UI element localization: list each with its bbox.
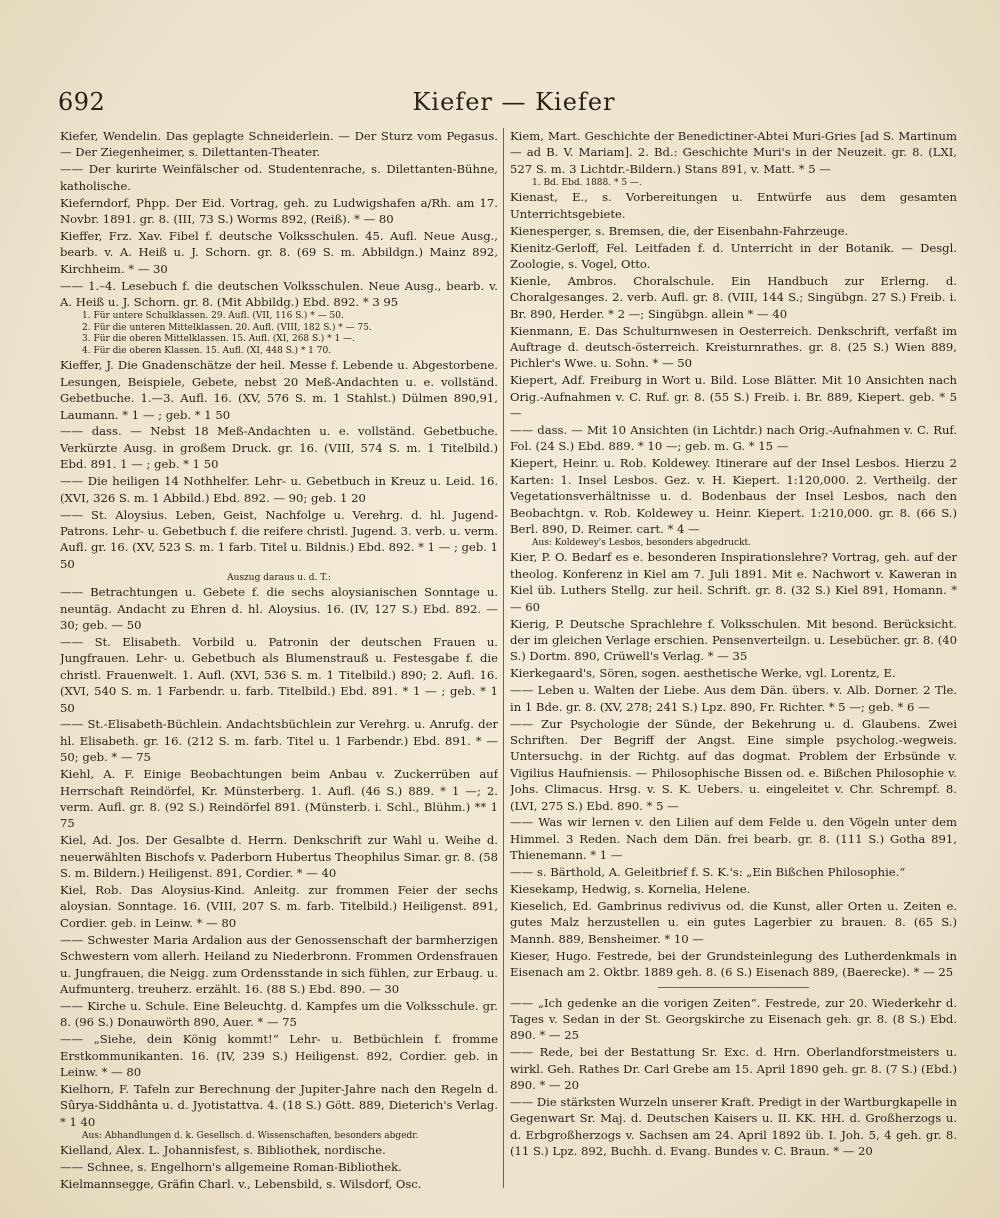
bibliography-entry: Kiefer, Wendelin. Das geplagte Schneiderlein. — Der Sturz vom Pegasus. — Der Ziegenheimer, s. Dilettanten-Theater.	[60, 129, 498, 160]
bibliography-entry: Kieffer, J. Die Gnadenschätze der heil. Messe f. Lebende u. Abgestorbene. Lesungen, Beispiele, Gebete, nebst 20 Meß-Andachten u. e. vollständ. Gebetbuche. 1.—3. Aufl. 16. (XV, 576 S. m. 1 Stahlst.) Dülmen 890,91, Laumann. * 1 — ; geb. * 1 50	[60, 358, 498, 422]
bibliography-entry: Kierig, P. Deutsche Sprachlehre f. Volksschulen. Mit besond. Berücksicht. der im gleichen Verlage erschien. Pensenverteilgn. u. Lesebücher. gr. 8. (40 S.) Dortm. 890, Crüwell's Verlag. * — 35	[510, 616, 957, 664]
entry-note: 2. Für die unteren Mittelklassen. 20. Aufl. (VIII, 182 S.) * — 75.	[82, 322, 372, 333]
bibliography-entry: —— „Siehe, dein König kommt!“ Lehr- u. Betbüchlein f. fromme Erstkommunikanten. 16. (IV, 239 S.) Heiligenst. 892, Cordier. geb. in Leinw. * — 80	[60, 1032, 498, 1079]
bibliography-entry: —— St. Elisabeth. Vorbild u. Patronin der deutschen Frauen u. Jungfrauen. Lehr- u. Gebetbuch als Blumenstrauß u. Festesgabe f. die christl. Frauenwelt. 1. Aufl. (XVI, 536 S. m. 1 Titelbild.) 890; 2. Aufl. 16. (XVI, 540 S. m. 1 Farbendr. u. farb. Titelbild.) Ebd. 891. * 1 — ; geb. * 1 50	[60, 634, 498, 715]
bibliography-entry: Kienmann, E. Das Schulturnwesen in Oesterreich. Denkschrift, verfaßt im Auftrage d. deutsch-österreich. Kreisturnrathes. gr. 8. (25 S.) Wien 889, Pichler's Wwe. u. Sohn. * — 50	[510, 323, 957, 371]
bibliography-entry: Kienle, Ambros. Choralschule. Ein Handbuch zur Erlerng. d. Choralgesanges. 2. verb. Aufl. gr. 8. (VIII, 144 S.; Singübgn. 27 S.) Freib. i. Br. 890, Herder. * 2 —; Singübgn. allein * — 40	[510, 273, 957, 321]
entry-note: Aus: Abhandlungen d. k. Gesellsch. d. Wissenschaften, besonders abgedr.	[82, 1130, 419, 1141]
bibliography-entry: Kiepert, Adf. Freiburg in Wort u. Bild. Lose Blätter. Mit 10 Ansichten nach Orig.-Aufnahmen v. C. Ruf. gr. 8. (55 S.) Freib. i. Br. 889, Kiepert. geb. * 5 —	[510, 373, 957, 421]
bibliography-entry: —— Leben u. Walten der Liebe. Aus dem Dän. übers. v. Alb. Dorner. 2 Tle. in 1 Bde. gr. 8. (XV, 278; 241 S.) Lpz. 890, Fr. Richter. * 5 —; geb. * 6 —	[510, 683, 957, 714]
bibliography-entry: —— dass. — Nebst 18 Meß-Andachten u. e. vollständ. Gebetbuche. Verkürzte Ausg. in großem Druck. gr. 16. (VIII, 574 S. m. 1 Titelbild.) Ebd. 891. 1 — ; geb. * 1 50	[60, 424, 498, 472]
bibliography-entry: —— Was wir lernen v. den Lilien auf dem Felde u. den Vögeln unter dem Himmel. 3 Reden. Nach dem Dän. frei bearb. gr. 8. (111 S.) Gotha 891, Thienemann. * 1 —	[510, 815, 957, 863]
bibliography-entry: —— „Ich gedenke an die vorigen Zeiten“. Festrede, zur 20. Wiederkehr d. Tages v. Sedan in der St. Georgskirche zu Eisenach geh. gr. 8. (8 S.) Ebd. 890. * — 25	[510, 995, 957, 1043]
bibliography-entry: Kieferndorf, Phpp. Der Eid. Vortrag, geh. zu Ludwigshafen a/Rh. am 17. Novbr. 1891. gr. 8. (III, 73 S.) Worms 892, (Reiß). * — 80	[60, 195, 498, 227]
bibliography-entry: —— Kirche u. Schule. Eine Beleuchtg. d. Kampfes um die Volksschule. gr. 8. (96 S.) Donauwörth 890, Auer. * — 75	[60, 998, 498, 1030]
bibliography-entry: Kiehl, A. F. Einige Beobachtungen beim Anbau v. Zuckerrüben auf Herrschaft Reindörfel, Kr. Münsterberg. 1. Aufl. (46 S.) 889. * 1 —; 2. verm. Aufl. gr. 8. (92 S.) Reindörfel 891. (Münsterb. i. Schl., Blühm.) ** 1 75	[60, 767, 498, 831]
page-header	[58, 88, 970, 122]
bibliography-entry: Kieffer, Frz. Xav. Fibel f. deutsche Volksschulen. 45. Aufl. Neue Ausg., bearb. v. A. Heiß u. J. Schorn. gr. 8. (69 S. m. Abbildgn.) Mainz 892, Kirchheim. * — 30	[60, 228, 498, 276]
bibliography-entry: —— Die heiligen 14 Nothhelfer. Lehr- u. Gebetbuch in Kreuz u. Leid. 16. (XVI, 326 S. m. 1 Abbild.) Ebd. 892. — 90; geb. 1 20	[60, 474, 498, 505]
bibliography-entry: Kiel, Ad. Jos. Der Gesalbte d. Herrn. Denkschrift zur Wahl u. Weihe d. neuerwählten Bischofs v. Paderborn Hubertus Theophilus Simar. gr. 8. (58 S. m. Bildern.) Heiligenst. 891, Cordier. * — 40	[60, 833, 498, 881]
entry-note: 1. Für untere Schulklassen. 29. Aufl. (VII, 116 S.) * — 50.	[82, 310, 344, 321]
bibliography-entry: Kienitz-Gerloff, Fel. Leitfaden f. d. Unterricht in der Botanik. — Desgl. Zoologie, s. Vogel, Otto.	[510, 240, 957, 271]
bibliography-entry: Kieser, Hugo. Festrede, bei der Grundsteinlegung des Lutherdenkmals in Eisenach am 2. Oktbr. 1889 geh. 8. (6 S.) Eisenach 889, (Baerecke). * — 25	[510, 948, 957, 980]
entry-note: Aus: Koldewey's Lesbos, besonders abgedruckt.	[532, 537, 752, 548]
bibliography-entry: —— dass. — Mit 10 Ansichten (in Lichtdr.) nach Orig.-Aufnahmen v. C. Ruf. Fol. (24 S.) Ebd. 889. * 10 —; geb. m. G. * 15 —	[510, 423, 957, 454]
bibliography-entry: Kienesperger, s. Bremsen, die, der Eisenbahn-Fahrzeuge.	[510, 223, 849, 238]
bibliography-entry: —— St.-Elisabeth-Büchlein. Andachtsbüchlein zur Verehrg. u. Anrufg. der hl. Elisabeth. gr. 16. (212 S. m. farb. Titel u. 1 Farbendr.) Ebd. 891. * — 50; geb. * — 75	[60, 717, 498, 765]
entry-note: 3. Für die oberen Mittelklassen. 15. Aufl. (XI, 268 S.) * 1 —.	[82, 334, 355, 345]
page-number: 692	[58, 88, 106, 116]
right-column	[510, 128, 957, 1198]
bibliography-entry: Kiem, Mart. Geschichte der Benedictiner-Abtei Muri-Gries [ad S. Martinum — ad B. V. Mariam]. 2. Bd.: Geschichte Muri's in der Neuzeit. gr. 8. (LXI, 527 S. m. 3 Lichtdr.-Bildern.) Stans 891, v. Matt. * 5 —	[510, 129, 957, 176]
bibliography-entry: —— Die stärksten Wurzeln unserer Kraft. Predigt in der Wartburgkapelle in Gegenwart Sr. Maj. d. Deutschen Kaisers u. II. KK. HH. d. Großherzogs u. d. Erbgroßherzogs v. Sachsen am 24. April 1892 üb. I. Joh. 5, 4 geh. gr. 8. (11 S.) Lpz. 892, Buchh. d. Evang. Bundes v. C. Braun. * — 20	[510, 1094, 957, 1159]
bibliography-entry: Kierkegaard's, Sören, sogen. aesthetische Werke, vgl. Lorentz, E.	[510, 666, 896, 681]
bibliography-entry: Kiesekamp, Hedwig, s. Kornelia, Helene.	[510, 882, 751, 897]
bibliography-entry: Kielhorn, F. Tafeln zur Berechnung der Jupiter-Jahre nach den Regeln d. Sûrya-Siddhânta u. d. Jyotistattva. 4. (18 S.) Gött. 889, Dieterich's Verlag. * 1 40	[60, 1081, 498, 1129]
bibliography-entry: —— Rede, bei der Bestattung Sr. Exc. d. Hrn. Oberlandforstmeisters u. wirkl. Geh. Rathes Dr. Carl Grebe am 15. April 1890 geh. gr. 8. (7 S.) (Ebd.) 890. * — 20	[510, 1045, 957, 1093]
bibliography-entry: Kiepert, Heinr. u. Rob. Koldewey. Itinerare auf der Insel Lesbos. Hierzu 2 Karten: 1. Insel Lesbos. Gez. v. H. Kiepert. 1:120,000. 2. Vertheilg. der Vegetationsverhältnisse u. d. Bodenbaus der Insel Lesbos, nach den Beobachtgn. v. Rob. Koldewey u. Heinr. Kiepert. 1:210,000. gr. 8. (66 S.) Berl. 890, D. Reimer. cart. * 4 —	[510, 456, 957, 536]
bibliography-entry: —— s. Bärthold, A. Geleitbrief f. S. K.'s: „Ein Bißchen Philosophie.“	[510, 865, 906, 880]
column-divider	[503, 128, 504, 1188]
bibliography-entry: —— Schnee, s. Engelhorn's allgemeine Roman-Bibliothek.	[60, 1160, 402, 1175]
entry-subheading: Auszug daraus u. d. T.:	[227, 572, 331, 583]
bibliography-entry: Kier, P. O. Bedarf es e. besonderen Inspirationslehre? Vortrag, geh. auf der theolog. Konferenz in Kiel am 7. Juli 1891. Mit e. Nachwort v. Kaweran in Kiel üb. Luthers Stellg. zur heil. Schrift. gr. 8. (32 S.) Kiel 891, Homann. * — 60	[510, 550, 957, 614]
bibliography-entry: —— Der kurirte Weinfälscher od. Studentenrache, s. Dilettanten-Bühne, katholische.	[60, 162, 498, 193]
bibliography-entry: Kienast, E., s. Vorbereitungen u. Entwürfe aus dem gesamten Unterrichtsgebiete.	[510, 190, 957, 221]
section-rule	[658, 987, 810, 988]
bibliography-entry: Kielmannsegge, Gräfin Charl. v., Lebensbild, s. Wilsdorf, Osc.	[60, 1177, 422, 1192]
bibliography-entry: Kieselich, Ed. Gambrinus redivivus od. die Kunst, aller Orten u. Zeiten e. gutes Malz herzustellen u. ein gutes Lagerbier zu brauen. 8. (65 S.) Mannh. 889, Bensheimer. * 10 —	[510, 898, 957, 946]
bibliography-entry: —— Schwester Maria Ardalion aus der Genossenschaft der barmherzigen Schwestern vom allerh. Heiland zu Niederbronn. Frommen Ordensfrauen u. Jungfrauen, die Neigg. zum Ordensstande in sich fühlen, zur Erbaug. u. Aufmunterg. treuherz. erzählt. 16. (88 S.) Ebd. 890. — 30	[60, 932, 498, 996]
bibliography-entry: —— Betrachtungen u. Gebete f. die sechs aloysianischen Sonntage u. neuntäg. Andacht zu Ehren d. hl. Aloysius. 16. (IV, 127 S.) Ebd. 892. — 30; geb. — 50	[60, 585, 498, 633]
bibliography-entry: Kiel, Rob. Das Aloysius-Kind. Anleitg. zur frommen Feier der sechs aloysian. Sonntage. 16. (VIII, 207 S. m. farb. Titelbild.) Heiligenst. 891, Cordier. geb. in Leinw. * — 80	[60, 883, 498, 930]
bibliography-entry: —— St. Aloysius. Leben, Geist, Nachfolge u. Verehrg. d. hl. Jugend-Patrons. Lehr- u. Gebetbuch f. die reifere christl. Jugend. 3. verb. u. verm. Aufl. gr. 16. (XV, 523 S. m. 1 farb. Titel u. Bildnis.) Ebd. 892. * 1 — ; geb. 1 50	[60, 507, 498, 571]
left-column	[60, 128, 498, 1198]
running-head: Kiefer — Kiefer	[412, 88, 616, 116]
bibliography-entry: —— Zur Psychologie der Sünde, der Bekehrung u. d. Glaubens. Zwei Schriften. Der Begriff der Angst. Eine simple psycholog.-wegweis. Untersuchg. in der Richtg. auf das dogmat. Problem der Erbsünde v. Vigilius Haufniensis. — Philosophische Bissen od. e. Bißchen Philosophie v. Johs. Climacus. Hrsg. v. S. K. Uebers. u. eingeleitet v. Chr. Schrempf. 8. (LVI, 275 S.) Ebd. 890. * 5 —	[510, 716, 957, 813]
entry-note: 4. Für die oberen Klassen. 15. Aufl. (XI, 448 S.) * 1 70.	[82, 345, 332, 356]
bibliography-entry: Kielland, Alex. L. Johannisfest, s. Bibliothek, nordische.	[60, 1143, 386, 1158]
entry-note: 1. Bd. Ebd. 1888. * 5 —.	[532, 177, 642, 188]
bibliography-entry: —— 1.–4. Lesebuch f. die deutschen Volksschulen. Neue Ausg., bearb. v. A. Heiß u. J. Schorn. gr. 8. (Mit Abbildg.) Ebd. 892. * 3 95	[60, 278, 498, 310]
